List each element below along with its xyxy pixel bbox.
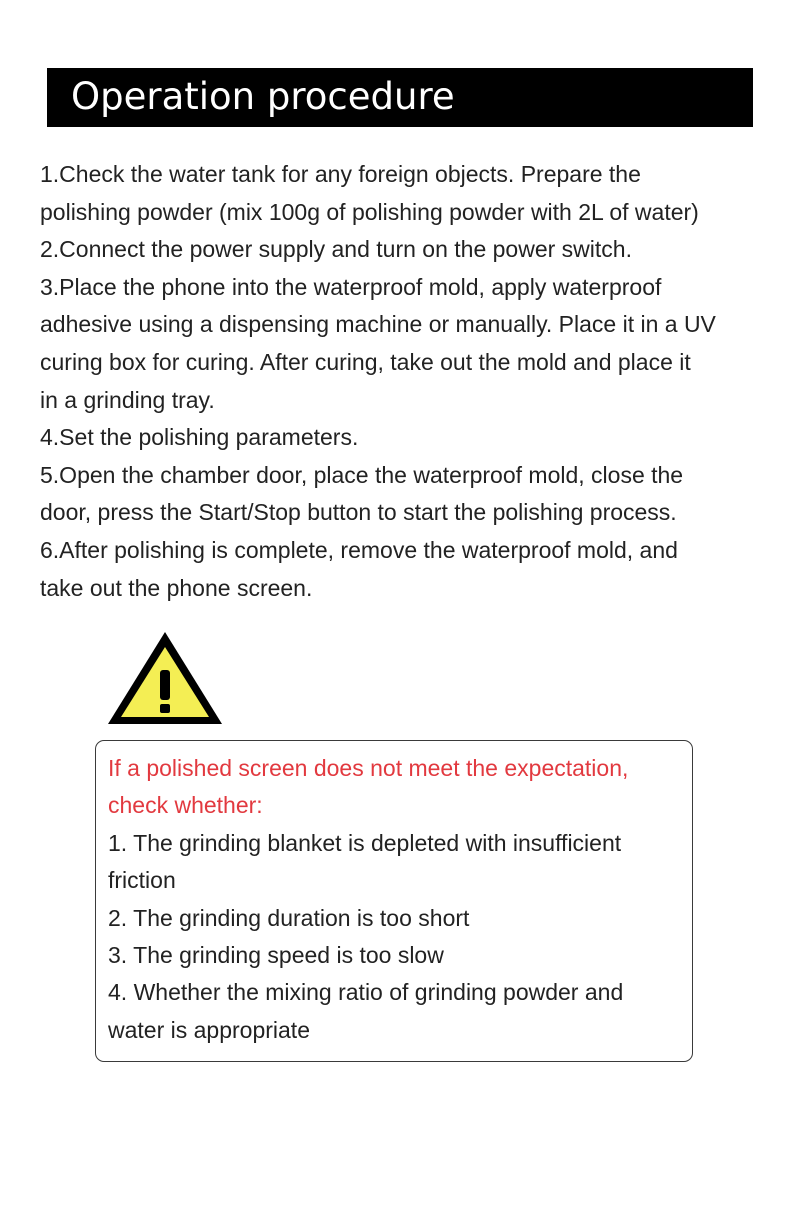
step-line: polishing powder (mix 100g of polishing powder with 2L of water) [40,198,699,225]
step-line: adhesive using a dispensing machine or manually. Place it in a UV [40,311,716,338]
step-line: 4.Set the polishing parameters. [40,424,359,451]
step-line: take out the phone screen. [40,574,313,601]
notice-line: friction [108,867,176,894]
step-line: door, press the Start/Stop button to start the polishing process. [40,499,677,526]
exclamation-bar [160,670,170,700]
notice-intro-line: If a polished screen does not meet the expectation, [108,755,629,781]
notice-content [108,750,688,1049]
step-line: 1.Check the water tank for any foreign objects. Prepare the [40,161,641,187]
notice-line: 2. The grinding duration is too short [108,904,470,931]
step-line: 3.Place the phone into the waterproof mold, apply waterproof [40,273,662,300]
page-title: Operation procedure [71,75,455,118]
exclamation-dot [160,704,170,713]
step-line: 5.Open the chamber door, place the waterproof mold, close the [40,461,684,488]
procedure-steps [40,156,770,607]
title-bar [47,68,753,127]
notice-line: 1. The grinding blanket is depleted with insufficient [108,829,622,856]
warning-triangle-icon [106,630,224,726]
notice-line: 4. Whether the mixing ratio of grinding powder and [108,979,624,1006]
step-line: 2.Connect the power supply and turn on the power switch. [40,236,632,263]
notice-box [95,740,693,1062]
step-line: in a grinding tray. [40,386,215,413]
notice-line: 3. The grinding speed is too slow [108,942,444,969]
notice-intro-line: check whether: [108,792,263,819]
notice-line: water is appropriate [108,1016,310,1043]
step-line: curing box for curing. After curing, take out the mold and place it [40,348,691,375]
step-line: 6.After polishing is complete, remove the waterproof mold, and [40,536,678,563]
